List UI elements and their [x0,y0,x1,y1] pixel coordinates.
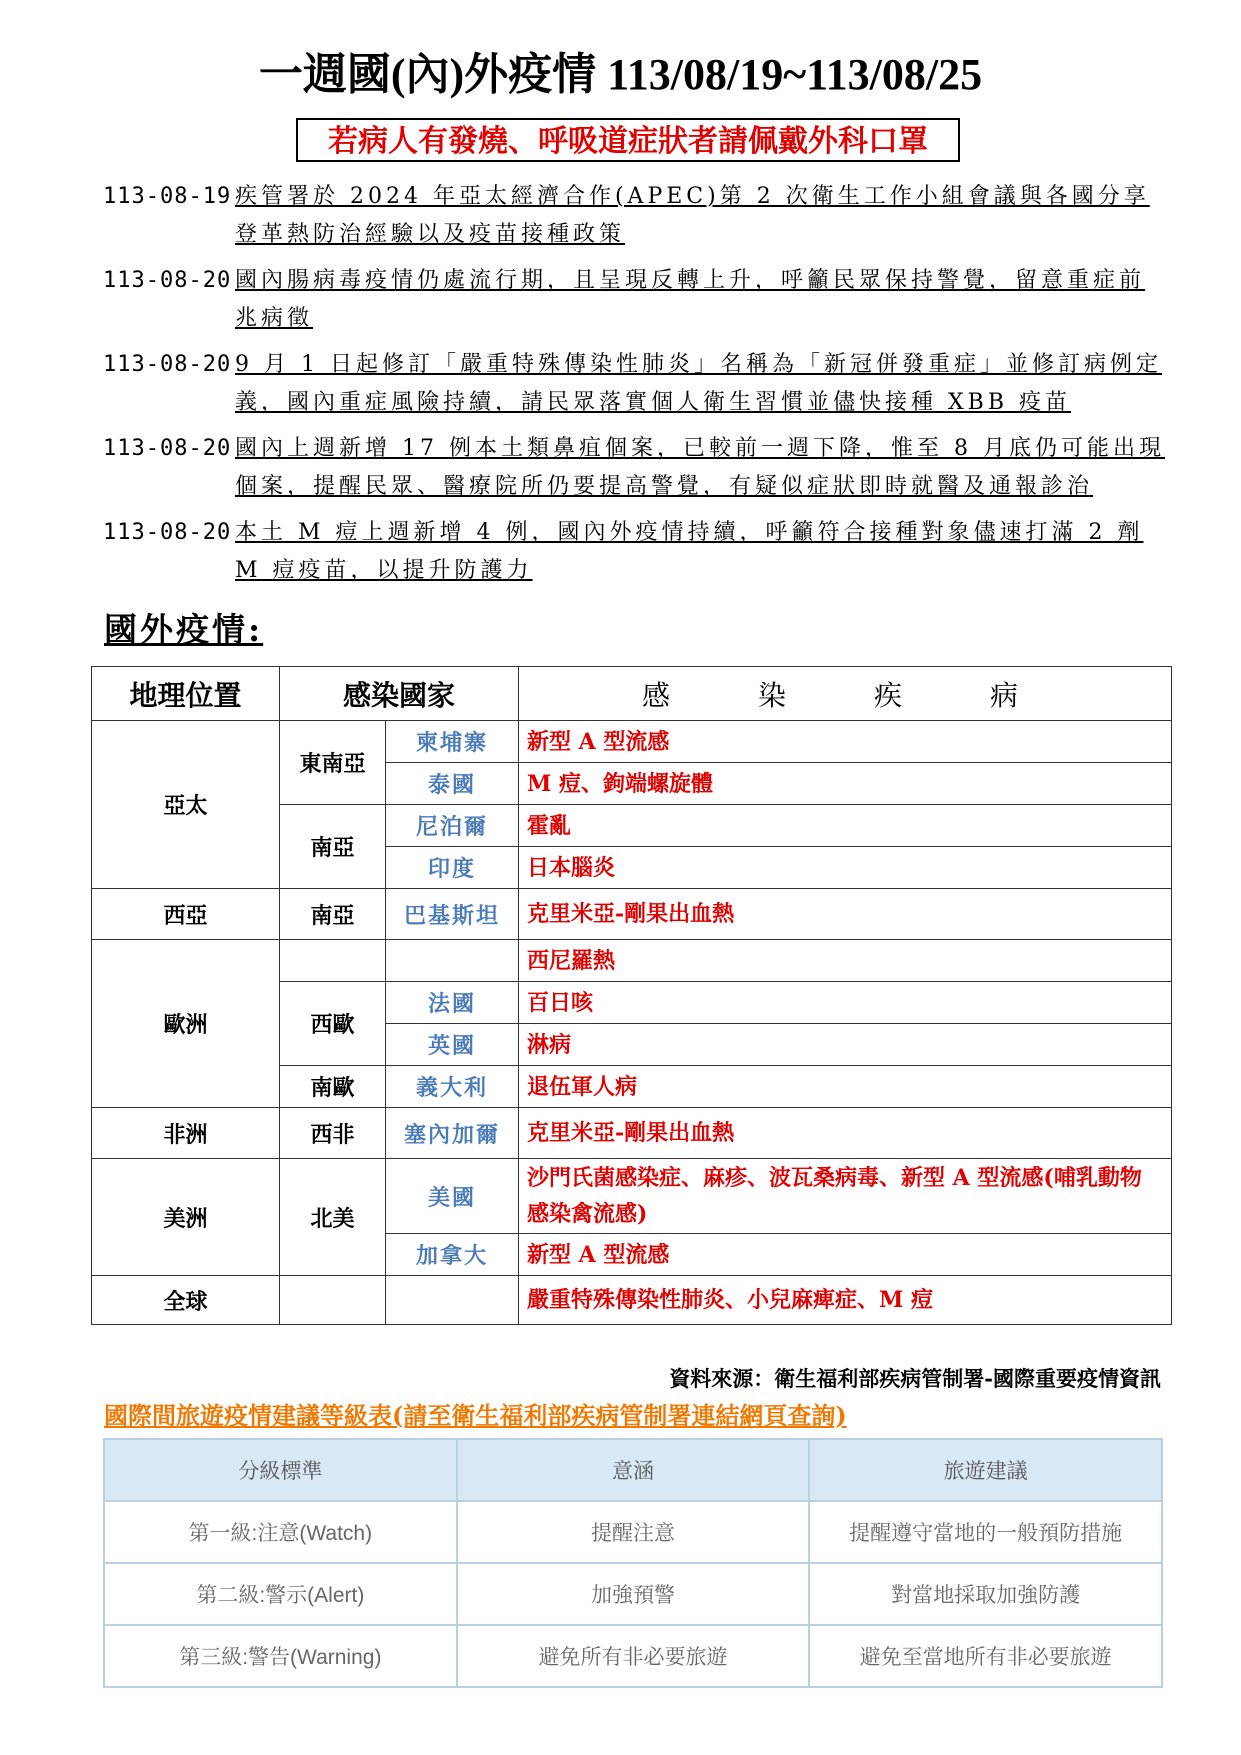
subregion-cell: 南亞 [280,889,386,940]
country-cell [386,1276,519,1325]
travel-advice: 對當地採取加強防護 [809,1563,1162,1625]
country-cell: 法國 [386,982,519,1024]
news-text: 國內腸病毒疫情仍處流行期，且呈現反轉上升，呼籲民眾保持警覺，留意重症前兆病徵 [235,268,1146,331]
travel-header-meaning: 意涵 [457,1439,810,1501]
page-title: 一週國(內)外疫情 113/08/19~113/08/25 [258,50,983,99]
subregion-cell: 南歐 [280,1066,386,1108]
header-region: 地理位置 [92,667,280,721]
disease-cell: 克里米亞-剛果出血熱 [519,889,1172,940]
country-cell: 義大利 [386,1066,519,1108]
section-title-foreign: 國外疫情: [104,610,264,649]
data-source-note: 資料來源：衛生福利部疾病管制署-國際重要疫情資訊 [669,1366,1161,1391]
disease-cell: 百日咳 [519,982,1172,1024]
news-date: 113-08-19 [103,184,232,209]
news-item [103,178,1165,254]
disease-cell: 新型 A 型流感 [519,721,1172,763]
region-cell: 歐洲 [92,940,280,1108]
country-cell: 巴基斯坦 [386,889,519,940]
travel-meaning: 避免所有非必要旅遊 [457,1625,810,1687]
subregion-cell: 南亞 [280,805,386,889]
table-row [104,1625,1162,1687]
country-cell: 加拿大 [386,1234,519,1276]
news-text: 9 月 1 日起修訂「嚴重特殊傳染性肺炎」名稱為「新冠併發重症」並修訂病例定義，國內重症風險持續，請民眾落實個人衛生習慣並儘快接種 XBB 疫苗 [235,352,1162,415]
country-cell: 英國 [386,1024,519,1066]
epidemic-table [91,666,1172,1325]
travel-meaning: 加強預警 [457,1563,810,1625]
header-country: 感染國家 [280,667,519,721]
news-item [103,346,1165,422]
table-row [92,1276,1172,1325]
disease-cell: 日本腦炎 [519,847,1172,889]
subregion-cell: 西歐 [280,982,386,1066]
region-cell: 全球 [92,1276,280,1325]
subregion-cell [280,1276,386,1325]
disease-cell: 霍亂 [519,805,1172,847]
news-item [103,430,1165,506]
region-cell: 西亞 [92,889,280,940]
news-date: 113-08-20 [103,352,232,377]
news-date: 113-08-20 [103,436,232,461]
news-item [103,514,1165,590]
travel-advisory-table [103,1438,1163,1688]
travel-header-row [104,1439,1162,1501]
country-cell: 泰國 [386,763,519,805]
travel-header-advice: 旅遊建議 [809,1439,1162,1501]
country-cell: 柬埔寨 [386,721,519,763]
table-row [104,1501,1162,1563]
subregion-cell [280,940,386,982]
news-date: 113-08-20 [103,268,232,293]
travel-meaning: 提醒注意 [457,1501,810,1563]
news-item [103,262,1165,338]
region-cell: 亞太 [92,721,280,889]
disease-cell: 退伍軍人病 [519,1066,1172,1108]
subregion-cell: 北美 [280,1159,386,1276]
travel-advisory-link[interactable]: 國際間旅遊疫情建議等級表(請至衛生福利部疾病管制署連結網頁查詢) [104,1401,847,1430]
country-cell: 印度 [386,847,519,889]
table-row [104,1563,1162,1625]
country-cell: 美國 [386,1159,519,1234]
travel-level: 第三級:警告(Warning) [104,1625,457,1687]
disease-cell: 新型 A 型流感 [519,1234,1172,1276]
news-list [103,178,1165,598]
table-row [92,940,1172,982]
region-cell: 非洲 [92,1108,280,1159]
disease-cell: 克里米亞-剛果出血熱 [519,1108,1172,1159]
subregion-cell: 西非 [280,1108,386,1159]
travel-level: 第一級:注意(Watch) [104,1501,457,1563]
disease-cell: 西尼羅熱 [519,940,1172,982]
header-disease: 感 染 疾 病 [519,667,1172,721]
country-cell: 尼泊爾 [386,805,519,847]
mask-warning-banner: 若病人有發燒、呼吸道症狀者請佩戴外科口罩 [296,118,960,162]
table-row [92,889,1172,940]
disease-cell: 沙門氏菌感染症、麻疹、波瓦桑病毒、新型 A 型流感(哺乳動物感染禽流感) [519,1159,1172,1234]
news-text: 疾管署於 2024 年亞太經濟合作(APEC)第 2 次衛生工作小組會議與各國分享登革熱防治經驗以及疫苗接種政策 [235,184,1150,247]
travel-level: 第二級:警示(Alert) [104,1563,457,1625]
travel-advice: 避免至當地所有非必要旅遊 [809,1625,1162,1687]
travel-header-level: 分級標準 [104,1439,457,1501]
table-row [92,1108,1172,1159]
news-text: 本土 M 痘上週新增 4 例，國內外疫情持續，呼籲符合接種對象儘速打滿 2 劑 M 痘疫苗，以提升防護力 [235,520,1144,583]
travel-advice: 提醒遵守當地的一般預防措施 [809,1501,1162,1563]
table-header-row [92,667,1172,721]
news-text: 國內上週新增 17 例本土類鼻疽個案，已較前一週下降，惟至 8 月底仍可能出現個案，提醒民眾、醫療院所仍要提高警覺，有疑似症狀即時就醫及通報診治 [235,436,1165,499]
disease-cell: 淋病 [519,1024,1172,1066]
region-cell: 美洲 [92,1159,280,1276]
disease-cell: 嚴重特殊傳染性肺炎、小兒麻痺症、M 痘 [519,1276,1172,1325]
country-cell [386,940,519,982]
country-cell: 塞內加爾 [386,1108,519,1159]
subregion-cell: 東南亞 [280,721,386,805]
table-row [92,721,1172,763]
news-date: 113-08-20 [103,520,232,545]
table-row [92,1159,1172,1234]
disease-cell: M 痘、鉤端螺旋體 [519,763,1172,805]
